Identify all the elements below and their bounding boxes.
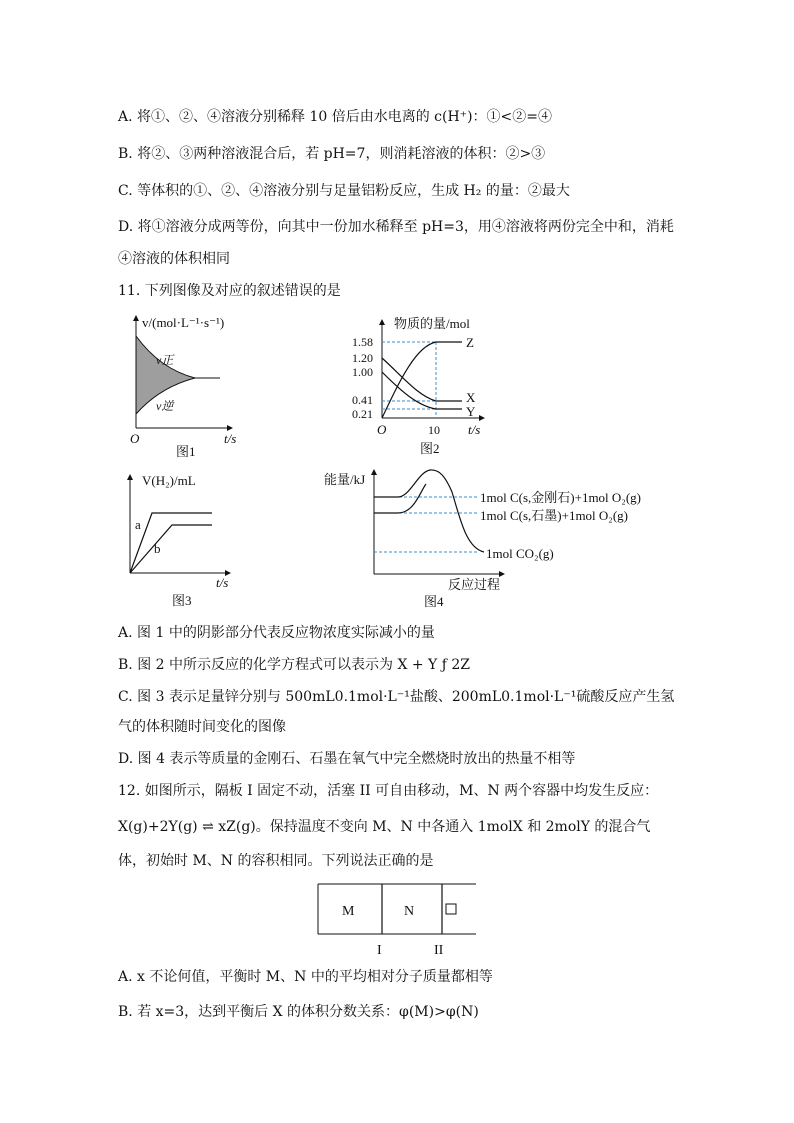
q12-option-a: A. x 不论何值，平衡时 M、N 中的平均相对分子质量都相等 <box>118 969 493 985</box>
q11-option-c-line1: C. 图 3 表示足量锌分别与 500mL0.1mol·L⁻¹盐酸、200mL0.1mol·L⁻¹硫酸反应产生氢 <box>118 689 675 705</box>
fig3-caption: 图3 <box>172 593 192 608</box>
fig4-level-diamond: 1mol C(s,金刚石)+1mol O₂(g) <box>480 490 641 505</box>
fig4-xlabel: 反应过程 <box>448 577 501 592</box>
fig2-caption: 图2 <box>420 441 440 456</box>
fig4-curve-diamond <box>374 470 484 552</box>
fig2-tick-021: 0.21 <box>352 407 373 421</box>
fig1-v-forward: v正 <box>156 353 174 367</box>
fig3-curve-a <box>130 513 212 573</box>
fig2-label-x: X <box>466 390 476 405</box>
fig3-label-b: b <box>154 541 161 556</box>
q11-option-a: A. 图 1 中的阴影部分代表反应物浓度实际减小的量 <box>118 625 435 641</box>
fig2-tick-120: 1.20 <box>352 351 373 365</box>
fig2-curve-y <box>382 372 462 409</box>
figure-2 <box>350 310 500 460</box>
q11-option-d: D. 图 4 表示等质量的金刚石、石墨在氧气中完全燃烧时放出的热量不相等 <box>118 751 576 767</box>
piston-handle <box>446 904 456 914</box>
q11-option-b: B. 图 2 中所示反应的化学方程式可以表示为 X + Y ƒ 2Z <box>118 657 471 673</box>
q10-option-a: A. 将①、②、④溶液分别稀释 10 倍后由水电离的 c(H⁺)：①<②=④ <box>118 109 552 125</box>
fig3-curve-b <box>130 525 212 573</box>
container-diagram <box>316 882 482 960</box>
box-n-label: N <box>404 904 415 919</box>
q11-option-c-line2: 气的体积随时间变化的图像 <box>118 719 286 735</box>
fig1-xlabel: t/s <box>224 431 237 446</box>
q10-option-d-line2: ④溶液的体积相同 <box>118 251 230 267</box>
q11-stem: 11. 下列图像及对应的叙述错误的是 <box>118 283 341 299</box>
fig4-curve-graphite <box>374 484 426 513</box>
q10-option-b: B. 将②、③两种溶液混合后，若 pH=7，则消耗溶液的体积：②>③ <box>118 146 546 162</box>
fig4-level-graphite: 1mol C(s,石墨)+1mol O₂(g) <box>480 508 628 523</box>
fig1-ylabel: v/(mol·L⁻¹·s⁻¹) <box>142 315 225 330</box>
fig2-origin: O <box>377 422 387 437</box>
fig3-label-a: a <box>135 517 141 532</box>
box-m-label: M <box>342 904 355 919</box>
fig4-ylabel: 能量/kJ <box>324 472 366 487</box>
q10-option-c: C. 等体积的①、②、④溶液分别与足量铝粉反应，生成 H₂ 的量：②最大 <box>118 183 570 199</box>
fig4-caption: 图4 <box>424 594 444 609</box>
q12-stem-line2: X(g)+2Y(g) ⇌ xZ(g)。保持温度不变向 M、N 中各通入 1molX 和 2molY 的混合气 <box>118 819 651 835</box>
fig2-ylabel: 物质的量/mol <box>394 316 470 331</box>
label-i: I <box>377 943 382 958</box>
fig2-x-tick: 10 <box>428 423 440 437</box>
fig2-curve-z <box>382 342 462 418</box>
fig2-label-y: Y <box>466 404 476 419</box>
fig1-caption: 图1 <box>176 444 196 459</box>
fig2-tick-158: 1.58 <box>352 335 373 349</box>
q10-option-d-line1: D. 将①溶液分成两等份，向其中一份加水稀释至 pH=3，用④溶液将两份完全中和，消耗 <box>118 219 674 235</box>
q12-option-b: B. 若 x=3，达到平衡后 X 的体积分数关系：φ(M)>φ(N) <box>118 1004 479 1020</box>
fig2-tick-041: 0.41 <box>352 393 373 407</box>
figure-3 <box>120 465 250 610</box>
q12-stem-line3: 体，初始时 M、N 的容积相同。下列说法正确的是 <box>118 853 434 869</box>
label-ii: II <box>434 943 444 958</box>
figure-4 <box>314 462 674 612</box>
fig2-xlabel: t/s <box>468 422 481 437</box>
fig4-level-co2: 1mol CO₂(g) <box>486 546 554 561</box>
fig1-v-reverse: v逆 <box>156 399 174 413</box>
fig2-tick-100: 1.00 <box>352 365 373 379</box>
fig2-label-z: Z <box>466 335 474 350</box>
fig3-xlabel: t/s <box>216 575 229 590</box>
figure-1 <box>120 310 260 460</box>
fig3-ylabel: V(H₂)/mL <box>142 473 196 488</box>
q12-stem-line1: 12. 如图所示，隔板 I 固定不动，活塞 II 可自由移动，M、N 两个容器中均发生反应： <box>118 783 659 799</box>
fig1-origin: O <box>130 431 140 446</box>
